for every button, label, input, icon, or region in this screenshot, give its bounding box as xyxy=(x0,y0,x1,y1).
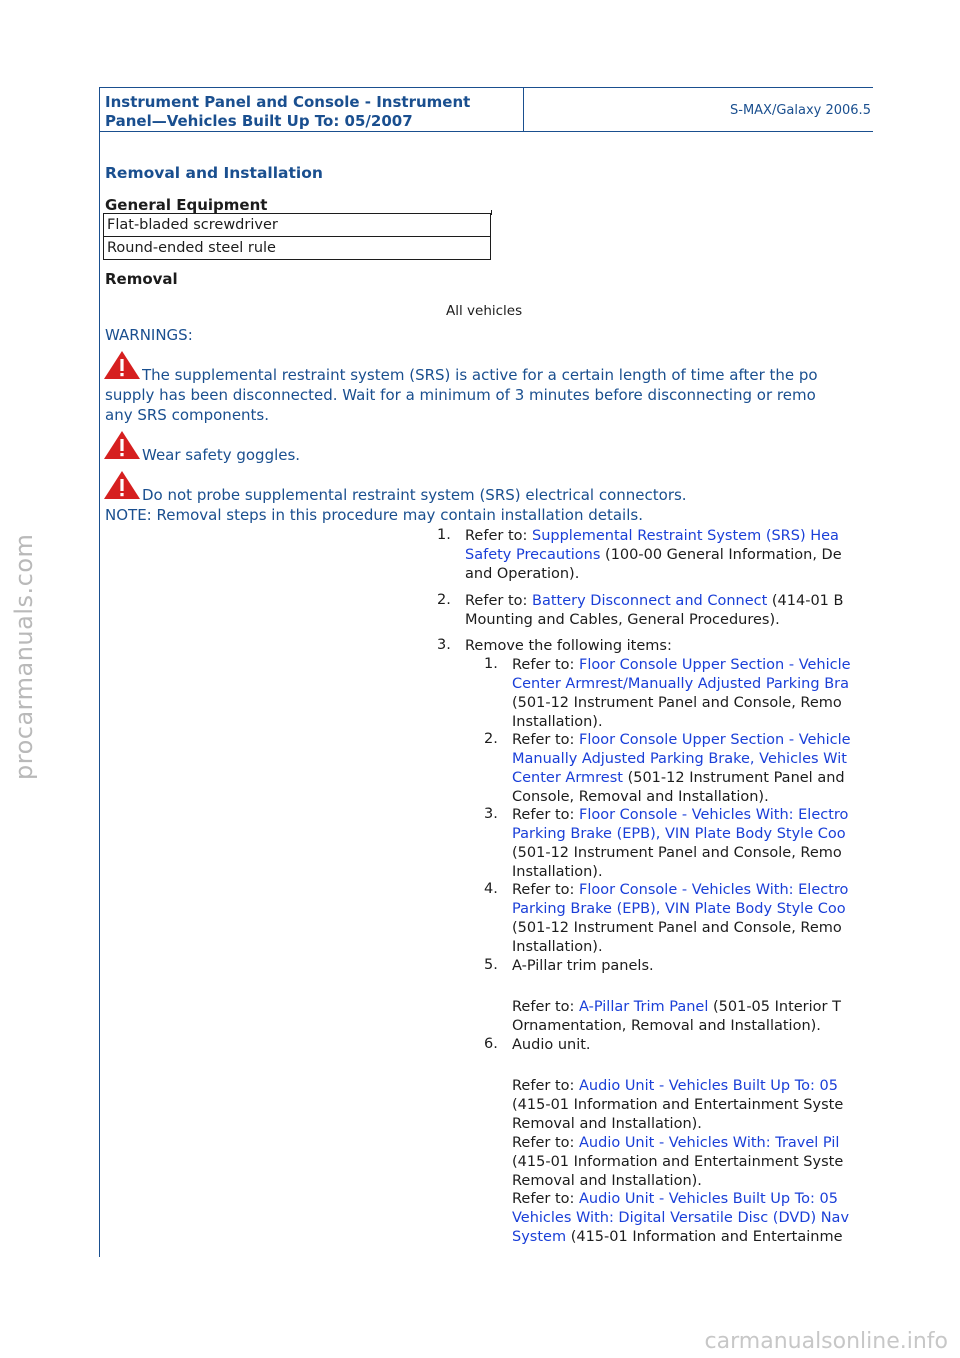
substep-text: (501-12 Instrument Panel and Console, Remo xyxy=(512,845,842,861)
substep-text: (501-05 Interior T xyxy=(712,999,841,1015)
substep-link[interactable]: Audio Unit - Vehicles Built Up To: 05 xyxy=(579,1078,838,1094)
warning-triangle-icon xyxy=(103,350,141,380)
substep-text: (501-12 Instrument Panel and Console, Remo xyxy=(512,920,842,936)
substep-text: (501-12 Instrument Panel and xyxy=(627,770,845,786)
substep-text: Console, Removal and Installation). xyxy=(512,789,769,805)
substep-text: Installation). xyxy=(512,714,603,730)
step-number: 2. xyxy=(437,592,451,608)
substep-text: (415-01 Information and Entertainment Syste xyxy=(512,1097,844,1113)
substep-number: 3. xyxy=(484,806,498,822)
substep-link[interactable]: Audio Unit - Vehicles With: Travel Pil xyxy=(579,1135,840,1151)
substep-link[interactable]: Floor Console - Vehicles With: Electro xyxy=(579,882,849,898)
substep-link[interactable]: Parking Brake (EPB), VIN Plate Body Style Coo xyxy=(512,826,846,842)
step-text: Mounting and Cables, General Procedures). xyxy=(465,612,780,628)
substep-link[interactable]: Floor Console Upper Section - Vehicle xyxy=(579,732,851,748)
refer-to-label: Refer to: xyxy=(512,732,575,748)
substep-link[interactable]: Floor Console Upper Section - Vehicle xyxy=(579,657,851,673)
substep-line xyxy=(512,1134,873,1153)
refer-to-label: Refer to: xyxy=(465,593,528,609)
substep-line xyxy=(512,656,873,675)
substep-text: Audio unit. xyxy=(512,1037,591,1053)
substep-link[interactable]: System xyxy=(512,1229,567,1245)
table-tick xyxy=(491,210,492,215)
model-label: S-MAX/Galaxy 2006.5 xyxy=(730,103,871,118)
step-line xyxy=(465,546,873,565)
substep-line xyxy=(512,881,873,900)
table-row xyxy=(104,214,491,237)
substep-number: 6. xyxy=(484,1036,498,1052)
refer-to-label: Refer to: xyxy=(512,807,575,823)
substep-number: 2. xyxy=(484,731,498,747)
warnings-label: WARNINGS: xyxy=(105,326,193,344)
warning-text: The supplemental restraint system (SRS) is active for a certain length of time after the po xyxy=(142,366,818,384)
warning-text: Wear safety goggles. xyxy=(142,446,301,464)
substep-number: 4. xyxy=(484,881,498,897)
substep-text: (415-01 Information and Entertainme xyxy=(570,1229,843,1245)
substep-link[interactable]: Parking Brake (EPB), VIN Plate Body Style Coo xyxy=(512,901,846,917)
step-text: Remove the following items: xyxy=(465,638,672,654)
step-line xyxy=(465,527,873,546)
substep-number: 1. xyxy=(484,656,498,672)
applies-to-label: All vehicles xyxy=(446,303,523,319)
warning-text: supply has been disconnected. Wait for a minimum of 3 minutes before disconnecting or remo xyxy=(105,386,816,404)
refer-to-label: Refer to: xyxy=(465,528,528,544)
side-watermark: procarmanuals.com xyxy=(10,533,38,780)
step-text: (100-00 General Information, De xyxy=(605,547,842,563)
page-title xyxy=(105,93,470,131)
substep-link[interactable]: Manually Adjusted Parking Brake, Vehicles Wit xyxy=(512,751,847,767)
bottom-watermark: carmanualsonline.info xyxy=(704,1329,948,1354)
refer-to-label: Refer to: xyxy=(512,1078,575,1094)
note-text: NOTE: Removal steps in this procedure may contain installation details. xyxy=(105,506,643,524)
substep-line xyxy=(512,1190,873,1209)
substep-link[interactable]: Audio Unit - Vehicles Built Up To: 05 xyxy=(579,1191,838,1207)
table-row xyxy=(104,237,491,260)
substep-line xyxy=(512,731,873,750)
substep-link[interactable]: Vehicles With: Digital Versatile Disc (DVD) Nav xyxy=(512,1210,850,1226)
step-text: (414-01 B xyxy=(771,593,844,609)
substep-text: Installation). xyxy=(512,864,603,880)
substep-line xyxy=(512,1077,873,1096)
section-title: Removal and Installation xyxy=(105,164,323,182)
substep-link[interactable]: A-Pillar Trim Panel xyxy=(579,999,709,1015)
step-number: 1. xyxy=(437,527,451,543)
page-title-line1: Instrument Panel and Console - Instrument xyxy=(105,93,471,111)
substep-line xyxy=(512,1228,873,1247)
refer-to-label: Refer to: xyxy=(512,657,575,673)
substep-text: (415-01 Information and Entertainment Syste xyxy=(512,1154,844,1170)
step-link[interactable]: Supplemental Restraint System (SRS) Hea xyxy=(532,528,839,544)
substep-text: Installation). xyxy=(512,939,603,955)
equipment-item: Round-ended steel rule xyxy=(104,237,491,260)
warning-triangle-icon xyxy=(103,470,141,500)
warning-text: Do not probe supplemental restraint system (SRS) electrical connectors. xyxy=(142,486,687,504)
substep-number: 5. xyxy=(484,957,498,973)
substep-link[interactable]: Floor Console - Vehicles With: Electro xyxy=(579,807,849,823)
substep-text: (501-12 Instrument Panel and Console, Remo xyxy=(512,695,842,711)
page-title-line2: Panel—Vehicles Built Up To: 05/2007 xyxy=(105,112,413,130)
substep-text: Ornamentation, Removal and Installation). xyxy=(512,1018,821,1034)
substep-text: A-Pillar trim panels. xyxy=(512,958,654,974)
step-text: and Operation). xyxy=(465,566,580,582)
refer-to-label: Refer to: xyxy=(512,1135,575,1151)
removal-title: Removal xyxy=(105,270,178,288)
step-number: 3. xyxy=(437,637,451,653)
substep-line xyxy=(512,769,873,788)
warning-triangle-icon xyxy=(103,430,141,460)
substep-text: Removal and Installation). xyxy=(512,1173,702,1189)
refer-to-label: Refer to: xyxy=(512,1191,575,1207)
refer-to-label: Refer to: xyxy=(512,882,575,898)
substep-link[interactable]: Center Armrest xyxy=(512,770,623,786)
substep-link[interactable]: Center Armrest/Manually Adjusted Parking Bra xyxy=(512,676,849,692)
refer-to-label: Refer to: xyxy=(512,999,575,1015)
step-line xyxy=(465,592,873,611)
substep-line xyxy=(512,998,873,1017)
substep-text: Removal and Installation). xyxy=(512,1116,702,1132)
step-link[interactable]: Safety Precautions xyxy=(465,547,601,563)
step-link[interactable]: Battery Disconnect and Connect xyxy=(532,593,768,609)
left-margin-rule xyxy=(99,132,100,1257)
warning-text: any SRS components. xyxy=(105,406,270,424)
equipment-item: Flat-bladed screwdriver xyxy=(104,214,491,237)
substep-line xyxy=(512,806,873,825)
general-equipment-title: General Equipment xyxy=(105,196,268,214)
general-equipment-table xyxy=(103,213,491,260)
